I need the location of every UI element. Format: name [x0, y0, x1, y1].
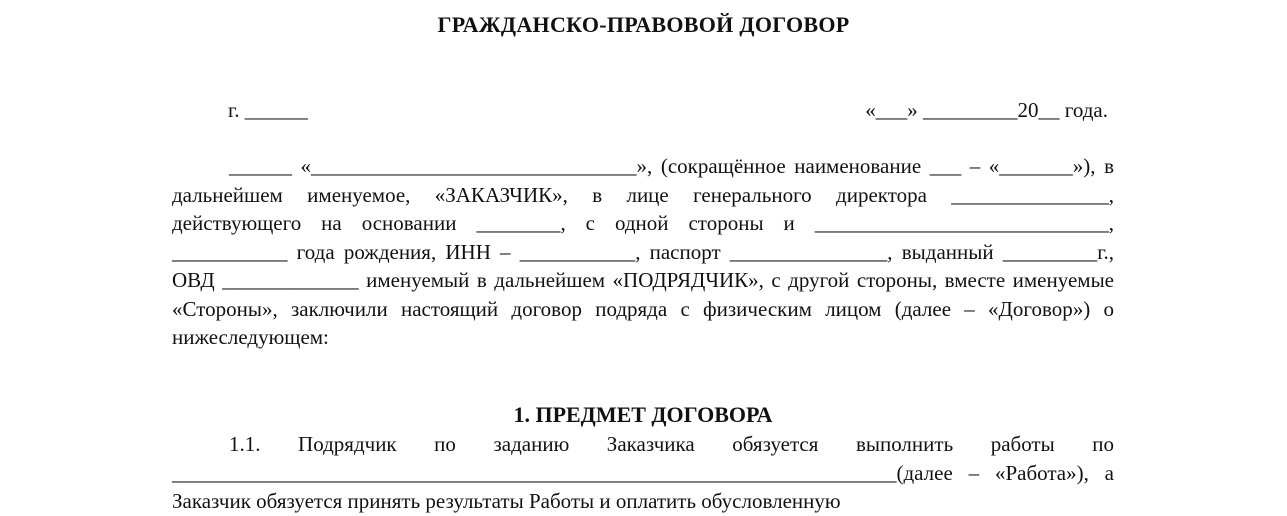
- document-title: ГРАЖДАНСКО-ПРАВОВОЙ ДОГОВОР: [437, 12, 850, 37]
- section-body: [172, 430, 1114, 516]
- place-date-line: [228, 98, 1108, 126]
- preamble-block: [172, 152, 1114, 352]
- clause-1-1: 1.1. Подрядчик по заданию Заказчика обязуется выполнить работы по _____________________________________________________________________(далее – «Работа»), а Заказчик обязуется принять результаты Работы и оплатить обусловленную: [172, 432, 1114, 513]
- date-field: «___» _________20__ года.: [865, 98, 1108, 122]
- preamble-paragraph: ______ «_______________________________», (сокращённое наименование ___ – «_______»), в дальнейшем именуемое, «ЗАКАЗЧИК», в лице генерального директора _______________, действующего на основании ________, с одной стороны и ____________________________, ___________ года рождения, ИНН – ___________, паспорт _______________, выданный _________г., ОВД _____________ именуемый в дальнейшем «ПОДРЯДЧИК», с другой стороны, вместе именуемые «Стороны», заключили настоящий договор подряда с физическим лицом (далее – «Договор») о нижеследующем:: [172, 154, 1114, 349]
- section-title: 1. ПРЕДМЕТ ДОГОВОРА: [513, 402, 773, 427]
- city-field: г. ______: [228, 98, 308, 122]
